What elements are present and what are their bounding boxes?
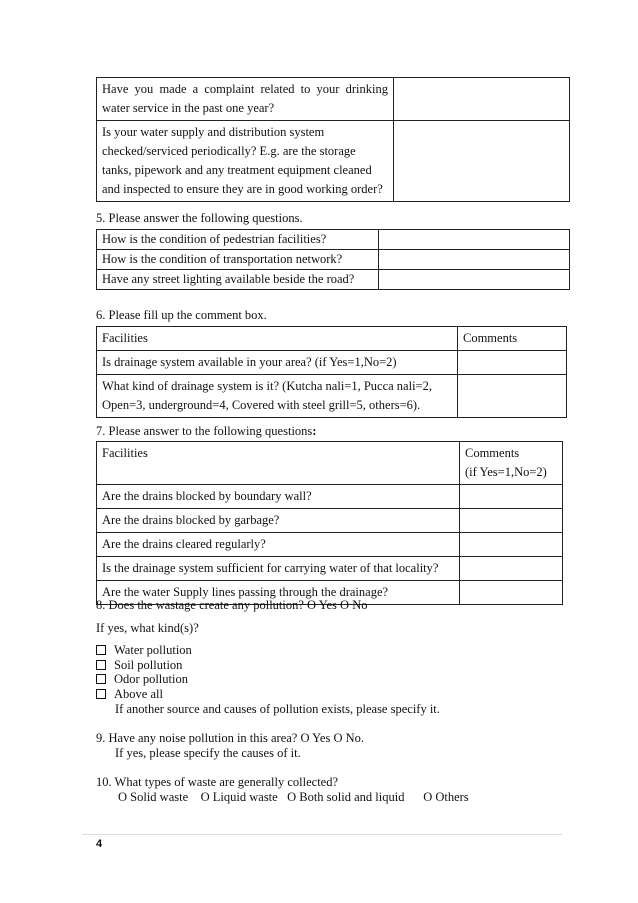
answer-cell[interactable]	[394, 78, 570, 121]
option-soil-pollution[interactable]	[96, 658, 182, 673]
answer-cell[interactable]	[379, 250, 570, 270]
question-cell: Is your water supply and distribution system checked/serviced periodically? E.g. are the storage tanks, pipework and any treatment equipment cleaned and inspected to ensure they are in good working order?	[97, 121, 394, 202]
table-row	[97, 78, 570, 121]
drainage-comment-table	[96, 326, 567, 418]
section-7-heading-colon: :	[312, 424, 317, 438]
question-cell: Are the drains blocked by garbage?	[97, 509, 460, 533]
table-row	[97, 230, 570, 250]
checkbox-icon[interactable]	[96, 660, 106, 670]
section-10-options[interactable]: O Solid waste O Liquid waste O Both solid and liquid O Others	[118, 790, 469, 804]
transport-table	[96, 229, 570, 290]
question-cell: Is the drainage system sufficient for carrying water of that locality?	[97, 557, 460, 581]
column-header-facilities: Facilities	[97, 327, 458, 351]
question-cell: Is drainage system available in your area? (if Yes=1,No=2)	[97, 351, 458, 375]
section-7-heading-text: 7. Please answer to the following questions	[96, 424, 313, 438]
answer-cell[interactable]	[460, 581, 563, 605]
answer-cell[interactable]	[460, 533, 563, 557]
column-header-comments	[460, 442, 563, 485]
footer-divider	[82, 834, 562, 835]
table-row	[97, 485, 563, 509]
column-header-facilities: Facilities	[97, 442, 460, 485]
table-row	[97, 509, 563, 533]
question-cell: Are the water Supply lines passing through the drainage?	[97, 581, 460, 605]
answer-cell[interactable]	[460, 557, 563, 581]
table-row	[97, 375, 567, 418]
table-header-row	[97, 327, 567, 351]
checkbox-icon[interactable]	[96, 645, 106, 655]
section-9-followup: If yes, please specify the causes of it.	[115, 746, 301, 760]
answer-cell[interactable]	[379, 270, 570, 290]
section-8-followup: If yes, what kind(s)?	[96, 621, 199, 635]
section-7-heading	[96, 424, 316, 439]
page-number: 4	[96, 838, 103, 850]
option-water-pollution[interactable]	[96, 643, 192, 658]
question-cell: Have any street lighting available beside the road?	[97, 270, 379, 290]
question-cell: How is the condition of pedestrian facilities?	[97, 230, 379, 250]
section-8-question: 8. Does the wastage create any pollution? O Yes O No	[96, 598, 368, 612]
checkbox-icon[interactable]	[96, 674, 106, 684]
question-cell: How is the condition of transportation network?	[97, 250, 379, 270]
table-row	[97, 351, 567, 375]
table-row	[97, 270, 570, 290]
section-10-question: 10. What types of waste are generally collected?	[96, 775, 339, 789]
comment-cell[interactable]	[458, 351, 567, 375]
table-row	[97, 533, 563, 557]
option-label: Water pollution	[114, 643, 192, 657]
option-odor-pollution[interactable]	[96, 672, 188, 687]
table-row	[97, 121, 570, 202]
comments-legend: (if Yes=1,No=2)	[465, 465, 547, 479]
table-row	[97, 557, 563, 581]
question-cell: Are the drains cleared regularly?	[97, 533, 460, 557]
checkbox-icon[interactable]	[96, 689, 106, 699]
question-cell: Have you made a complaint related to your drinking water service in the past one year?	[97, 78, 394, 121]
question-cell: What kind of drainage system is it? (Kutcha nali=1, Pucca nali=2, Open=3, underground=4, Covered with steel grill=5, others=6).	[97, 375, 458, 418]
table-row	[97, 250, 570, 270]
answer-cell[interactable]	[460, 509, 563, 533]
section-5-heading: 5. Please answer the following questions.	[96, 211, 303, 225]
option-label: Above all	[114, 687, 163, 701]
answer-cell[interactable]	[394, 121, 570, 202]
option-above-all[interactable]	[96, 687, 163, 702]
option-label: Odor pollution	[114, 672, 188, 686]
drainage-questions-table	[96, 441, 563, 605]
section-6-heading: 6. Please fill up the comment box.	[96, 308, 267, 322]
comment-cell[interactable]	[458, 375, 567, 418]
water-service-table	[96, 77, 570, 202]
table-header-row	[97, 442, 563, 485]
comments-label: Comments	[465, 446, 520, 460]
question-cell: Are the drains blocked by boundary wall?	[97, 485, 460, 509]
section-9-question: 9. Have any noise pollution in this area? O Yes O No.	[96, 731, 365, 745]
column-header-comments: Comments	[458, 327, 567, 351]
answer-cell[interactable]	[460, 485, 563, 509]
option-label: Soil pollution	[114, 658, 183, 672]
answer-cell[interactable]	[379, 230, 570, 250]
section-8-other-source: If another source and causes of pollution exists, please specify it.	[115, 702, 440, 716]
